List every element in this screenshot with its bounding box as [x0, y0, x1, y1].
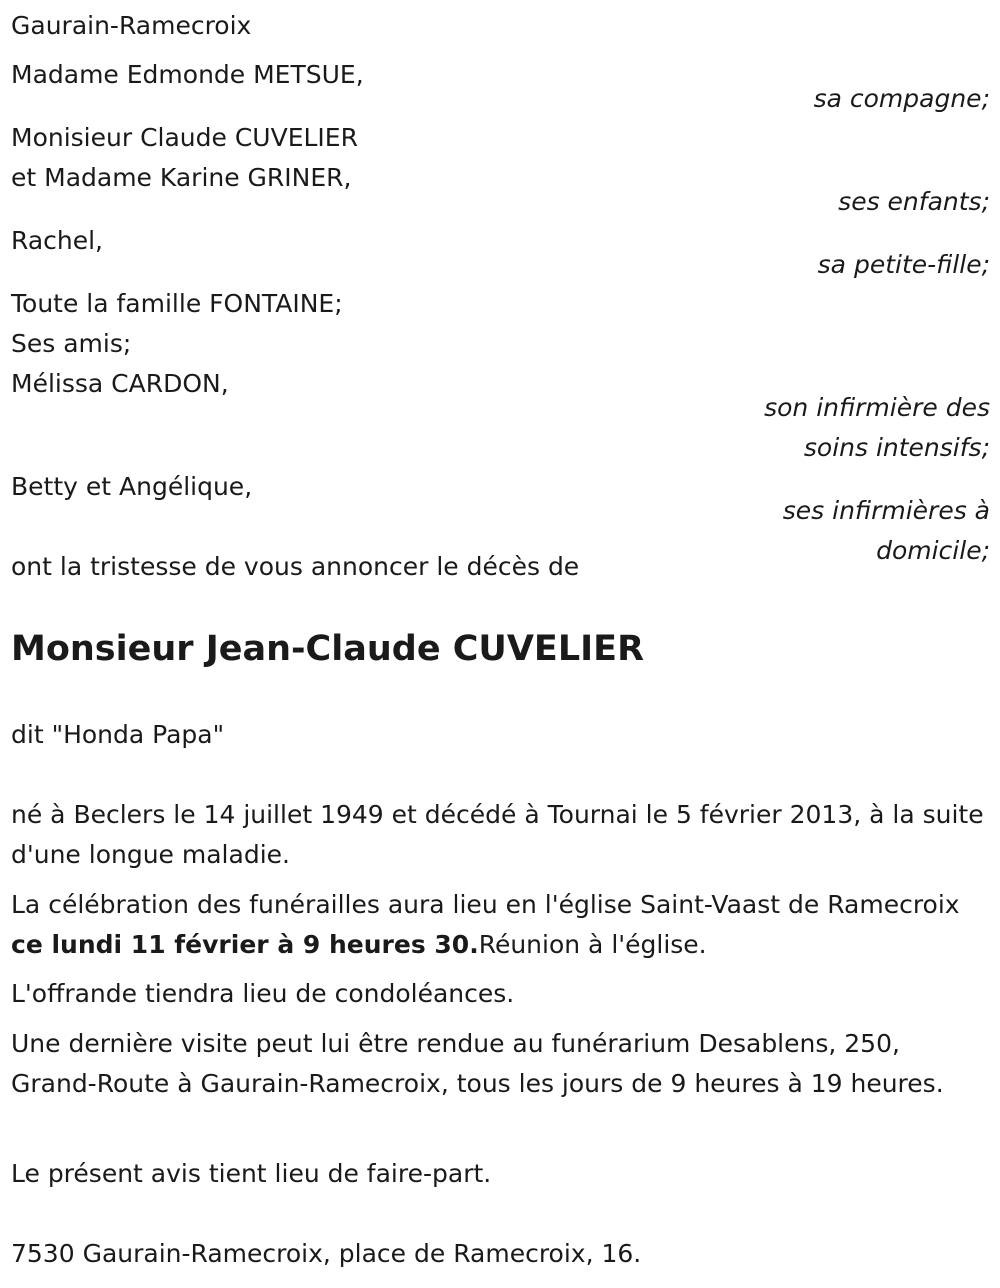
family-member-line: Ses amis;	[11, 329, 132, 358]
relation-label: ses enfants;	[838, 187, 990, 216]
relation-label: son infirmière des	[764, 393, 990, 422]
city-heading: Gaurain-Ramecroix	[11, 11, 252, 40]
family-member-line: Betty et Angélique,	[11, 472, 253, 501]
deceased-name: Monsieur Jean-Claude CUVELIER	[11, 629, 645, 669]
announcement-text: ont la tristesse de vous annoncer le décès de	[11, 552, 580, 581]
family-member-line: Mélissa CARDON,	[11, 369, 229, 398]
offering-paragraph: L'offrande tiendra lieu de condoléances.	[11, 979, 515, 1008]
funeral-text: La célébration des funérailles aura lieu en l'église Saint-Vaast de Ramecroix	[11, 890, 960, 919]
funeral-meeting: Réunion à l'église.	[478, 930, 707, 959]
family-member-line: et Madame Karine GRINER,	[11, 163, 352, 192]
family-member-line: Monisieur Claude CUVELIER	[11, 123, 358, 152]
relation-label: ses infirmières à	[782, 496, 990, 525]
visit-paragraph: Une dernière visite peut lui être rendue au funérarium Desablens, 250, Grand-Route à Gaurain-Ramecroix, tous les jours de 9 heures à 19 heures.	[11, 1029, 944, 1098]
address: 7530 Gaurain-Ramecroix, place de Ramecroix, 16.	[11, 1239, 642, 1268]
relation-label: sa compagne;	[813, 84, 990, 113]
birth-death-paragraph: né à Beclers le 14 juillet 1949 et décédé à Tournai le 5 février 2013, à la suite d'une longue maladie.	[11, 800, 984, 869]
relation-label: sa petite-fille;	[817, 250, 990, 279]
funeral-date: ce lundi 11 février à 9 heures 30.	[11, 930, 479, 959]
relation-label: soins intensifs;	[803, 433, 990, 462]
relation-label: domicile;	[876, 536, 990, 565]
funeral-paragraph	[11, 885, 986, 965]
family-member-line: Madame Edmonde METSUE,	[11, 60, 364, 89]
family-member-line: Rachel,	[11, 226, 104, 255]
notice-paragraph: Le présent avis tient lieu de faire-part.	[11, 1159, 492, 1188]
nickname: dit "Honda Papa"	[11, 720, 225, 749]
family-member-line: Toute la famille FONTAINE;	[11, 289, 343, 318]
